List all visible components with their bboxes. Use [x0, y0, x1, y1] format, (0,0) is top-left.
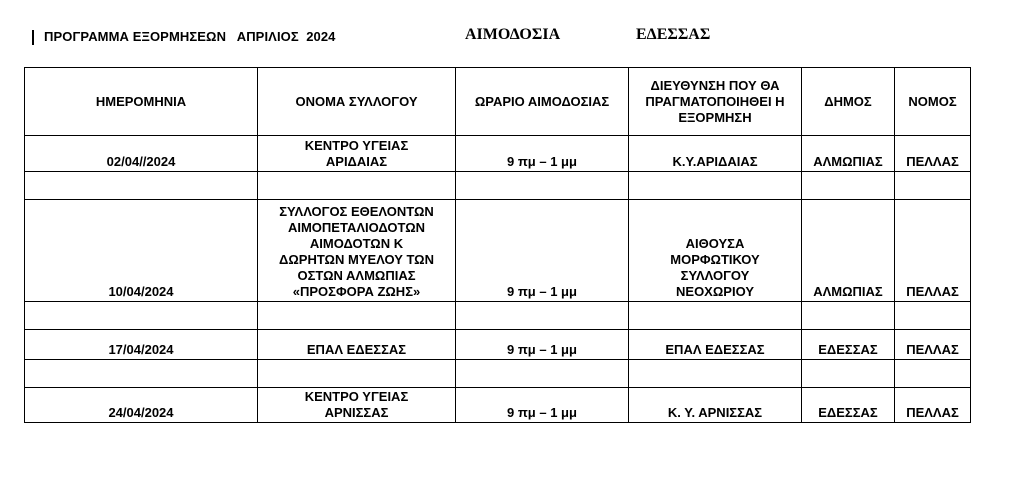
- table-row: [25, 388, 971, 423]
- table-row: [25, 136, 971, 172]
- club-line: ΣΥΛΛΟΓΟΣ ΕΘΕΛΟΝΤΩΝ: [279, 204, 434, 219]
- blood-donation-title: ΑΙΜΟΔΟΣΙΑ: [465, 26, 561, 43]
- column-header-prefecture: ΝΟΜΟΣ: [895, 68, 971, 136]
- column-header-club: ΟΝΟΜΑ ΣΥΛΛΟΓΟΥ: [258, 68, 456, 136]
- cell-hours: 9 πμ – 1 μμ: [456, 200, 629, 302]
- cell-address: [629, 136, 802, 172]
- cell-prefecture: ΠΕΛΛΑΣ: [895, 388, 971, 423]
- club-line: ΑΡΝΙΣΣΑΣ: [324, 405, 389, 420]
- cell-municipality: ΕΔΕΣΣΑΣ: [802, 330, 895, 360]
- address-line: ΕΠΑΛ ΕΔΕΣΣΑΣ: [665, 342, 765, 357]
- address-line: ΜΟΡΦΩΤΙΚΟΥ: [670, 252, 760, 267]
- cell-prefecture: ΠΕΛΛΑΣ: [895, 330, 971, 360]
- address-line: Κ. Υ. ΑΡΝΙΣΣΑΣ: [667, 405, 763, 420]
- cell-club: [258, 200, 456, 302]
- club-line: ΚΕΝΤΡΟ ΥΓΕΙΑΣ: [304, 389, 409, 404]
- club-line: ΑΡΙΔΑΙΑΣ: [325, 154, 388, 169]
- cell-date: 10/04/2024: [25, 200, 258, 302]
- column-header-hours: ΩΡΑΡΙΟ ΑΙΜΟΔΟΣΙΑΣ: [456, 68, 629, 136]
- address-line: ΑΙΘΟΥΣΑ: [685, 236, 745, 251]
- club-line: ΕΠΑΛ ΕΔΕΣΣΑΣ: [306, 342, 407, 357]
- document-header: [0, 0, 1015, 60]
- cell-municipality: ΑΛΜΩΠΙΑΣ: [802, 200, 895, 302]
- column-header-date: ΗΜΕΡΟΜΗΝΙΑ: [25, 68, 258, 136]
- column-header-address: ΔΙΕΥΘΥΝΣΗ ΠΟΥ ΘΑ ΠΡΑΓΜΑΤΟΠΟΙΗΘΕΙ Η ΕΞΟΡΜΗΣΗ: [629, 68, 802, 136]
- cell-address: [629, 200, 802, 302]
- club-line: «ΠΡΟΣΦΟΡΑ ΖΩΗΣ»: [292, 284, 421, 299]
- address-line: ΝΕΟΧΩΡΙΟΥ: [676, 284, 754, 299]
- cell-club: [258, 388, 456, 423]
- table-row: [25, 330, 971, 360]
- cell-hours: 9 πμ – 1 μμ: [456, 136, 629, 172]
- table-header-row: [25, 68, 971, 136]
- city-title: ΕΔΕΣΣΑΣ: [636, 26, 711, 43]
- text-cursor-bar: [32, 30, 34, 45]
- club-line: ΟΣΤΩΝ ΑΛΜΩΠΙΑΣ: [297, 268, 416, 283]
- cell-date: 17/04/2024: [25, 330, 258, 360]
- cell-prefecture: ΠΕΛΛΑΣ: [895, 136, 971, 172]
- cell-club: [258, 136, 456, 172]
- address-line: ΣΥΛΛΟΓΟΥ: [680, 268, 750, 283]
- address-line: Κ.Υ.ΑΡΙΔΑΙΑΣ: [672, 154, 758, 169]
- program-title: ΠΡΟΓΡΑΜΜΑ ΕΞΟΡΜΗΣΕΩΝ ΑΠΡΙΛΙΟΣ 2024: [44, 29, 336, 44]
- cell-municipality: ΕΔΕΣΣΑΣ: [802, 388, 895, 423]
- cell-date: 24/04/2024: [25, 388, 258, 423]
- cell-address: [629, 388, 802, 423]
- cell-prefecture: ΠΕΛΛΑΣ: [895, 200, 971, 302]
- cell-municipality: ΑΛΜΩΠΙΑΣ: [802, 136, 895, 172]
- cell-address: [629, 330, 802, 360]
- table-row: [25, 200, 971, 302]
- club-line: ΑΙΜΟΠΕΤΑΛΙΟΔΟΤΩΝ: [287, 220, 426, 235]
- club-line: ΑΙΜΟΔΟΤΩΝ Κ: [309, 236, 404, 251]
- empty-row: [25, 172, 971, 200]
- empty-row: [25, 302, 971, 330]
- cell-hours: 9 πμ – 1 μμ: [456, 330, 629, 360]
- cell-club: [258, 330, 456, 360]
- column-header-municipality: ΔΗΜΟΣ: [802, 68, 895, 136]
- cell-hours: 9 πμ – 1 μμ: [456, 388, 629, 423]
- club-line: ΚΕΝΤΡΟ ΥΓΕΙΑΣ: [304, 138, 409, 153]
- cell-date: 02/04//2024: [25, 136, 258, 172]
- empty-row: [25, 360, 971, 388]
- club-line: ΔΩΡΗΤΩΝ ΜΥΕΛΟΥ ΤΩΝ: [279, 252, 434, 267]
- schedule-table: [24, 67, 971, 423]
